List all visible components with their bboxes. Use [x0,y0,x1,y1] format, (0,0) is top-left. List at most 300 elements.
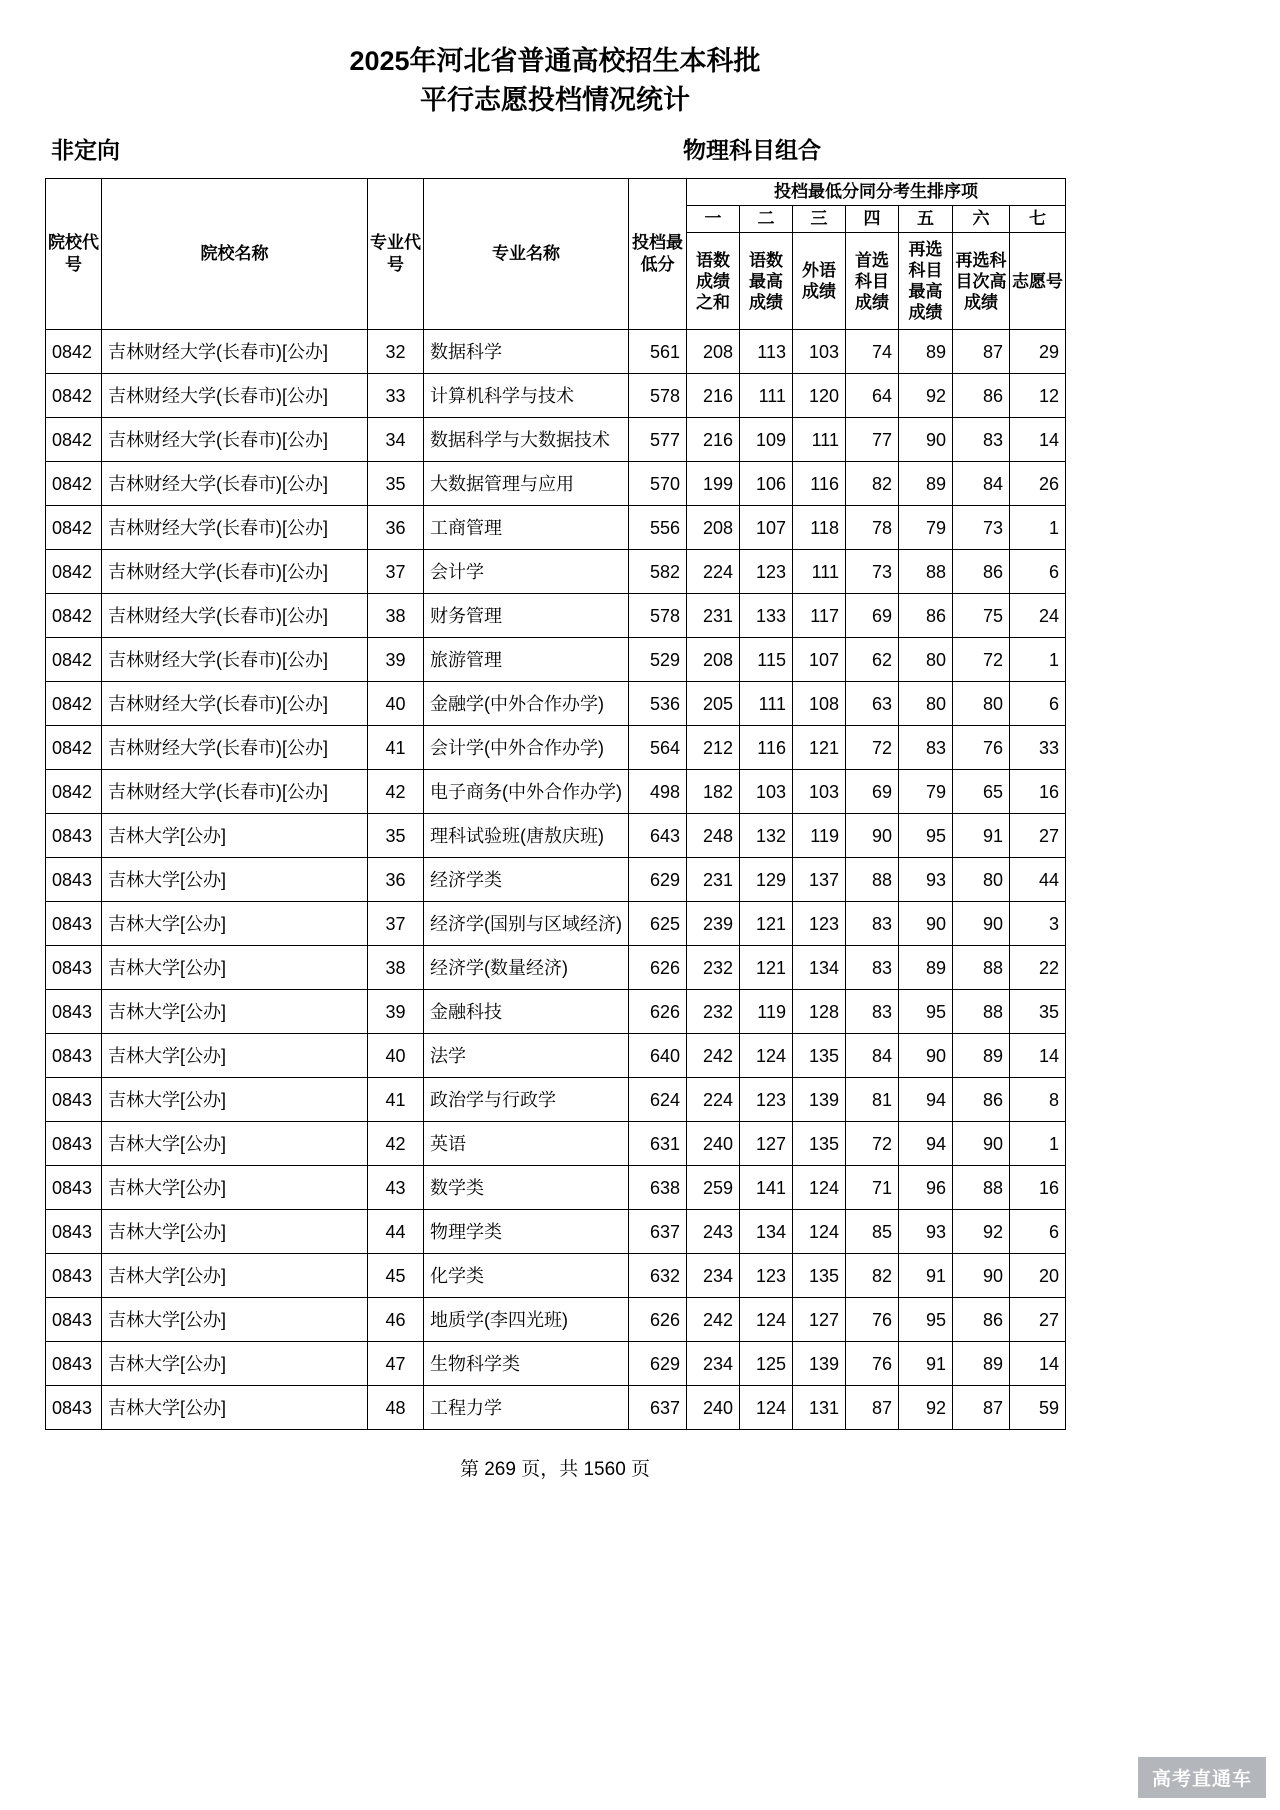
cell-rank3-foreign-language: 124 [793,1166,846,1210]
cell-rank4-first-subject: 82 [846,462,899,506]
cell-school-code: 0842 [46,638,102,682]
cell-rank1-chinese-math-sum: 240 [687,1386,740,1430]
cell-major-code: 39 [368,990,424,1034]
subject-combo-label: 物理科目组合 [683,137,821,163]
cell-major-code: 46 [368,1298,424,1342]
cell-school-name: 吉林大学[公办] [102,858,368,902]
cell-min-score: 556 [629,506,687,550]
table-row [46,814,1066,858]
cell-rank1-chinese-math-sum: 248 [687,814,740,858]
page-title-line2: 平行志愿投档情况统计 [420,85,690,115]
header-reselect-subject-second: 再选科目次高成绩 [953,233,1010,330]
cell-rank2-chinese-math-max: 107 [740,506,793,550]
cell-rank7-volunteer-no: 1 [1010,638,1066,682]
cell-rank3-foreign-language: 131 [793,1386,846,1430]
header-ordinal-7: 七 [1010,206,1066,233]
cell-rank7-volunteer-no: 6 [1010,1210,1066,1254]
cell-rank7-volunteer-no: 27 [1010,814,1066,858]
cell-rank1-chinese-math-sum: 208 [687,330,740,374]
cell-rank7-volunteer-no: 12 [1010,374,1066,418]
header-foreign-language-score: 外语成绩 [793,233,846,330]
section-labels [45,132,1065,172]
cell-major-name: 经济学(数量经济) [424,946,629,990]
cell-school-code: 0843 [46,1034,102,1078]
header-major-name: 专业名称 [424,179,629,330]
cell-school-code: 0843 [46,1210,102,1254]
cell-school-code: 0843 [46,1122,102,1166]
table-row [46,594,1066,638]
cell-rank1-chinese-math-sum: 216 [687,418,740,462]
cell-rank3-foreign-language: 139 [793,1078,846,1122]
cell-rank3-foreign-language: 111 [793,550,846,594]
cell-school-code: 0842 [46,770,102,814]
cell-major-code: 41 [368,1078,424,1122]
cell-major-name: 经济学(国别与区域经济) [424,902,629,946]
cell-rank1-chinese-math-sum: 234 [687,1342,740,1386]
header-school-code: 院校代号 [46,179,102,330]
cell-rank5-reselect-max: 93 [899,858,953,902]
cell-rank6-reselect-second: 86 [953,1078,1010,1122]
cell-rank4-first-subject: 73 [846,550,899,594]
cell-rank1-chinese-math-sum: 259 [687,1166,740,1210]
cell-rank2-chinese-math-max: 123 [740,550,793,594]
cell-rank4-first-subject: 85 [846,1210,899,1254]
cell-rank2-chinese-math-max: 123 [740,1078,793,1122]
cell-major-code: 38 [368,946,424,990]
cell-rank7-volunteer-no: 16 [1010,1166,1066,1210]
cell-rank2-chinese-math-max: 127 [740,1122,793,1166]
cell-rank2-chinese-math-max: 123 [740,1254,793,1298]
cell-rank4-first-subject: 88 [846,858,899,902]
cell-rank2-chinese-math-max: 141 [740,1166,793,1210]
header-chinese-math-max: 语数最高成绩 [740,233,793,330]
cell-rank3-foreign-language: 107 [793,638,846,682]
table-row [46,374,1066,418]
cell-rank3-foreign-language: 121 [793,726,846,770]
cell-school-name: 吉林财经大学(长春市)[公办] [102,770,368,814]
table-row [46,1298,1066,1342]
cell-major-name: 英语 [424,1122,629,1166]
cell-rank5-reselect-max: 94 [899,1122,953,1166]
cell-rank5-reselect-max: 96 [899,1166,953,1210]
cell-school-name: 吉林财经大学(长春市)[公办] [102,462,368,506]
cell-rank6-reselect-second: 87 [953,330,1010,374]
cell-major-name: 数学类 [424,1166,629,1210]
cell-major-name: 金融学(中外合作办学) [424,682,629,726]
cell-school-name: 吉林财经大学(长春市)[公办] [102,726,368,770]
cell-school-name: 吉林大学[公办] [102,1298,368,1342]
cell-school-code: 0843 [46,1166,102,1210]
cell-rank1-chinese-math-sum: 243 [687,1210,740,1254]
cell-rank1-chinese-math-sum: 199 [687,462,740,506]
cell-rank6-reselect-second: 88 [953,990,1010,1034]
header-ordinal-3: 三 [793,206,846,233]
results-table [45,178,1066,1430]
header-volunteer-number: 志愿号 [1010,233,1066,330]
cell-rank1-chinese-math-sum: 208 [687,638,740,682]
cell-rank6-reselect-second: 84 [953,462,1010,506]
cell-rank3-foreign-language: 118 [793,506,846,550]
cell-school-code: 0843 [46,1386,102,1430]
cell-min-score: 629 [629,1342,687,1386]
cell-rank2-chinese-math-max: 124 [740,1386,793,1430]
cell-min-score: 624 [629,1078,687,1122]
cell-rank4-first-subject: 83 [846,990,899,1034]
cell-rank5-reselect-max: 90 [899,902,953,946]
cell-rank6-reselect-second: 75 [953,594,1010,638]
cell-rank3-foreign-language: 135 [793,1254,846,1298]
table-row [46,990,1066,1034]
table-row [46,1034,1066,1078]
cell-major-name: 大数据管理与应用 [424,462,629,506]
cell-rank5-reselect-max: 88 [899,550,953,594]
cell-major-code: 42 [368,1122,424,1166]
cell-rank4-first-subject: 64 [846,374,899,418]
cell-school-name: 吉林大学[公办] [102,1122,368,1166]
cell-school-name: 吉林大学[公办] [102,902,368,946]
cell-rank6-reselect-second: 90 [953,1122,1010,1166]
table-row [46,858,1066,902]
cell-rank4-first-subject: 72 [846,1122,899,1166]
cell-min-score: 564 [629,726,687,770]
cell-rank3-foreign-language: 139 [793,1342,846,1386]
cell-rank3-foreign-language: 108 [793,682,846,726]
cell-rank2-chinese-math-max: 121 [740,902,793,946]
table-row [46,946,1066,990]
cell-rank1-chinese-math-sum: 205 [687,682,740,726]
cell-min-score: 561 [629,330,687,374]
cell-major-name: 法学 [424,1034,629,1078]
cell-major-name: 财务管理 [424,594,629,638]
table-body [46,330,1066,1430]
cell-rank3-foreign-language: 137 [793,858,846,902]
cell-rank6-reselect-second: 89 [953,1034,1010,1078]
cell-rank1-chinese-math-sum: 231 [687,594,740,638]
cell-rank4-first-subject: 90 [846,814,899,858]
cell-rank2-chinese-math-max: 134 [740,1210,793,1254]
cell-major-name: 会计学 [424,550,629,594]
cell-school-name: 吉林财经大学(长春市)[公办] [102,638,368,682]
cell-major-code: 48 [368,1386,424,1430]
cell-school-name: 吉林财经大学(长春市)[公办] [102,594,368,638]
cell-major-name: 经济学类 [424,858,629,902]
cell-rank6-reselect-second: 76 [953,726,1010,770]
table-row [46,462,1066,506]
cell-rank6-reselect-second: 90 [953,902,1010,946]
cell-rank3-foreign-language: 116 [793,462,846,506]
watermark-badge: 高考直通车 [1138,1757,1266,1798]
cell-rank3-foreign-language: 103 [793,770,846,814]
cell-rank5-reselect-max: 95 [899,1298,953,1342]
cell-school-code: 0843 [46,990,102,1034]
cell-rank6-reselect-second: 89 [953,1342,1010,1386]
cell-major-code: 41 [368,726,424,770]
cell-school-name: 吉林财经大学(长春市)[公办] [102,374,368,418]
cell-school-name: 吉林大学[公办] [102,1034,368,1078]
cell-rank6-reselect-second: 87 [953,1386,1010,1430]
cell-rank4-first-subject: 69 [846,770,899,814]
cell-school-code: 0843 [46,1254,102,1298]
cell-min-score: 578 [629,594,687,638]
cell-rank1-chinese-math-sum: 232 [687,990,740,1034]
cell-rank4-first-subject: 72 [846,726,899,770]
cell-rank1-chinese-math-sum: 224 [687,1078,740,1122]
page-title-line1: 2025年河北省普通高校招生本科批 [349,46,761,76]
cell-major-name: 数据科学与大数据技术 [424,418,629,462]
header-major-code: 专业代号 [368,179,424,330]
cell-rank1-chinese-math-sum: 234 [687,1254,740,1298]
cell-major-code: 36 [368,858,424,902]
cell-rank4-first-subject: 76 [846,1298,899,1342]
cell-rank6-reselect-second: 88 [953,946,1010,990]
cell-min-score: 626 [629,1298,687,1342]
cell-rank3-foreign-language: 135 [793,1122,846,1166]
cell-rank6-reselect-second: 88 [953,1166,1010,1210]
cell-rank2-chinese-math-max: 125 [740,1342,793,1386]
cell-rank5-reselect-max: 91 [899,1254,953,1298]
cell-major-code: 40 [368,682,424,726]
cell-rank6-reselect-second: 80 [953,858,1010,902]
cell-rank1-chinese-math-sum: 239 [687,902,740,946]
cell-rank2-chinese-math-max: 111 [740,682,793,726]
cell-major-code: 47 [368,1342,424,1386]
plan-type-label: 非定向 [51,137,120,163]
cell-major-code: 36 [368,506,424,550]
cell-rank4-first-subject: 87 [846,1386,899,1430]
header-chinese-math-sum: 语数成绩之和 [687,233,740,330]
cell-rank7-volunteer-no: 24 [1010,594,1066,638]
table-row [46,1210,1066,1254]
cell-school-code: 0842 [46,550,102,594]
cell-major-name: 生物科学类 [424,1342,629,1386]
table-row [46,770,1066,814]
header-tiebreak-group-title: 投档最低分同分考生排序项 [687,179,1066,206]
cell-min-score: 578 [629,374,687,418]
cell-rank4-first-subject: 82 [846,1254,899,1298]
table-row [46,682,1066,726]
cell-major-code: 45 [368,1254,424,1298]
cell-rank6-reselect-second: 90 [953,1254,1010,1298]
cell-rank7-volunteer-no: 6 [1010,682,1066,726]
table-row [46,1166,1066,1210]
cell-min-score: 498 [629,770,687,814]
table-row [46,1078,1066,1122]
cell-major-name: 计算机科学与技术 [424,374,629,418]
cell-rank4-first-subject: 84 [846,1034,899,1078]
cell-rank7-volunteer-no: 3 [1010,902,1066,946]
cell-rank2-chinese-math-max: 124 [740,1034,793,1078]
cell-rank5-reselect-max: 94 [899,1078,953,1122]
cell-school-code: 0843 [46,1298,102,1342]
header-school-name: 院校名称 [102,179,368,330]
cell-rank6-reselect-second: 91 [953,814,1010,858]
cell-rank5-reselect-max: 89 [899,462,953,506]
header-ordinal-5: 五 [899,206,953,233]
cell-school-name: 吉林大学[公办] [102,1386,368,1430]
cell-rank6-reselect-second: 83 [953,418,1010,462]
cell-min-score: 640 [629,1034,687,1078]
cell-rank7-volunteer-no: 1 [1010,1122,1066,1166]
cell-min-score: 626 [629,990,687,1034]
cell-rank5-reselect-max: 86 [899,594,953,638]
cell-school-code: 0842 [46,506,102,550]
cell-rank6-reselect-second: 86 [953,1298,1010,1342]
cell-rank5-reselect-max: 80 [899,682,953,726]
cell-rank5-reselect-max: 90 [899,1034,953,1078]
cell-school-code: 0842 [46,726,102,770]
cell-rank3-foreign-language: 119 [793,814,846,858]
cell-major-code: 43 [368,1166,424,1210]
cell-rank2-chinese-math-max: 109 [740,418,793,462]
cell-rank2-chinese-math-max: 119 [740,990,793,1034]
cell-rank5-reselect-max: 95 [899,814,953,858]
cell-rank7-volunteer-no: 44 [1010,858,1066,902]
cell-rank4-first-subject: 74 [846,330,899,374]
cell-rank1-chinese-math-sum: 240 [687,1122,740,1166]
cell-min-score: 625 [629,902,687,946]
cell-rank7-volunteer-no: 59 [1010,1386,1066,1430]
cell-min-score: 570 [629,462,687,506]
cell-rank4-first-subject: 71 [846,1166,899,1210]
cell-major-code: 40 [368,1034,424,1078]
cell-rank7-volunteer-no: 22 [1010,946,1066,990]
cell-school-code: 0842 [46,594,102,638]
cell-major-code: 42 [368,770,424,814]
cell-min-score: 536 [629,682,687,726]
cell-school-code: 0842 [46,418,102,462]
cell-rank1-chinese-math-sum: 242 [687,1034,740,1078]
cell-min-score: 577 [629,418,687,462]
cell-school-name: 吉林财经大学(长春市)[公办] [102,682,368,726]
cell-school-name: 吉林大学[公办] [102,1210,368,1254]
cell-rank7-volunteer-no: 26 [1010,462,1066,506]
cell-rank7-volunteer-no: 14 [1010,1034,1066,1078]
cell-min-score: 637 [629,1386,687,1430]
cell-school-code: 0843 [46,814,102,858]
table-header [46,179,1066,330]
table-row [46,506,1066,550]
cell-school-name: 吉林大学[公办] [102,1166,368,1210]
cell-rank2-chinese-math-max: 111 [740,374,793,418]
cell-rank2-chinese-math-max: 124 [740,1298,793,1342]
cell-school-name: 吉林大学[公办] [102,1254,368,1298]
cell-rank5-reselect-max: 95 [899,990,953,1034]
page-title [45,42,1065,120]
cell-major-name: 数据科学 [424,330,629,374]
cell-rank2-chinese-math-max: 121 [740,946,793,990]
cell-rank4-first-subject: 83 [846,946,899,990]
cell-rank3-foreign-language: 123 [793,902,846,946]
cell-rank1-chinese-math-sum: 182 [687,770,740,814]
cell-rank7-volunteer-no: 14 [1010,418,1066,462]
cell-rank4-first-subject: 69 [846,594,899,638]
cell-rank4-first-subject: 77 [846,418,899,462]
header-first-subject-score: 首选科目成绩 [846,233,899,330]
cell-rank7-volunteer-no: 1 [1010,506,1066,550]
cell-rank4-first-subject: 76 [846,1342,899,1386]
cell-major-code: 35 [368,462,424,506]
cell-rank6-reselect-second: 86 [953,550,1010,594]
cell-rank1-chinese-math-sum: 231 [687,858,740,902]
cell-rank2-chinese-math-max: 115 [740,638,793,682]
cell-major-code: 44 [368,1210,424,1254]
cell-rank7-volunteer-no: 16 [1010,770,1066,814]
cell-school-code: 0842 [46,330,102,374]
cell-rank5-reselect-max: 83 [899,726,953,770]
cell-rank1-chinese-math-sum: 232 [687,946,740,990]
cell-rank4-first-subject: 81 [846,1078,899,1122]
cell-school-name: 吉林大学[公办] [102,814,368,858]
cell-major-code: 39 [368,638,424,682]
cell-major-name: 物理学类 [424,1210,629,1254]
header-min-score: 投档最低分 [629,179,687,330]
cell-rank3-foreign-language: 117 [793,594,846,638]
table-row [46,418,1066,462]
cell-major-name: 化学类 [424,1254,629,1298]
cell-major-name: 工商管理 [424,506,629,550]
cell-rank7-volunteer-no: 14 [1010,1342,1066,1386]
cell-major-name: 会计学(中外合作办学) [424,726,629,770]
cell-min-score: 632 [629,1254,687,1298]
cell-rank4-first-subject: 62 [846,638,899,682]
table-row [46,1122,1066,1166]
table-row [46,1342,1066,1386]
cell-major-name: 电子商务(中外合作办学) [424,770,629,814]
cell-rank6-reselect-second: 92 [953,1210,1010,1254]
cell-major-code: 34 [368,418,424,462]
cell-major-code: 33 [368,374,424,418]
cell-rank7-volunteer-no: 20 [1010,1254,1066,1298]
cell-school-name: 吉林财经大学(长春市)[公办] [102,550,368,594]
cell-rank2-chinese-math-max: 129 [740,858,793,902]
cell-school-name: 吉林财经大学(长春市)[公办] [102,418,368,462]
cell-rank5-reselect-max: 89 [899,946,953,990]
cell-rank5-reselect-max: 80 [899,638,953,682]
cell-rank5-reselect-max: 90 [899,418,953,462]
cell-school-name: 吉林财经大学(长春市)[公办] [102,330,368,374]
cell-rank7-volunteer-no: 6 [1010,550,1066,594]
cell-rank3-foreign-language: 120 [793,374,846,418]
header-ordinal-4: 四 [846,206,899,233]
cell-rank3-foreign-language: 135 [793,1034,846,1078]
cell-rank7-volunteer-no: 35 [1010,990,1066,1034]
cell-rank1-chinese-math-sum: 212 [687,726,740,770]
cell-min-score: 638 [629,1166,687,1210]
cell-rank5-reselect-max: 79 [899,506,953,550]
cell-rank7-volunteer-no: 27 [1010,1298,1066,1342]
table-row [46,1254,1066,1298]
cell-rank3-foreign-language: 127 [793,1298,846,1342]
cell-rank1-chinese-math-sum: 208 [687,506,740,550]
cell-min-score: 631 [629,1122,687,1166]
cell-major-name: 政治学与行政学 [424,1078,629,1122]
cell-rank6-reselect-second: 73 [953,506,1010,550]
cell-major-code: 32 [368,330,424,374]
cell-rank4-first-subject: 78 [846,506,899,550]
cell-rank3-foreign-language: 111 [793,418,846,462]
table-row [46,1386,1066,1430]
table-row [46,902,1066,946]
cell-rank5-reselect-max: 92 [899,374,953,418]
cell-major-name: 旅游管理 [424,638,629,682]
cell-rank2-chinese-math-max: 113 [740,330,793,374]
cell-major-name: 理科试验班(唐敖庆班) [424,814,629,858]
cell-rank2-chinese-math-max: 132 [740,814,793,858]
cell-school-name: 吉林大学[公办] [102,1342,368,1386]
cell-rank3-foreign-language: 134 [793,946,846,990]
cell-rank5-reselect-max: 89 [899,330,953,374]
cell-major-code: 37 [368,902,424,946]
